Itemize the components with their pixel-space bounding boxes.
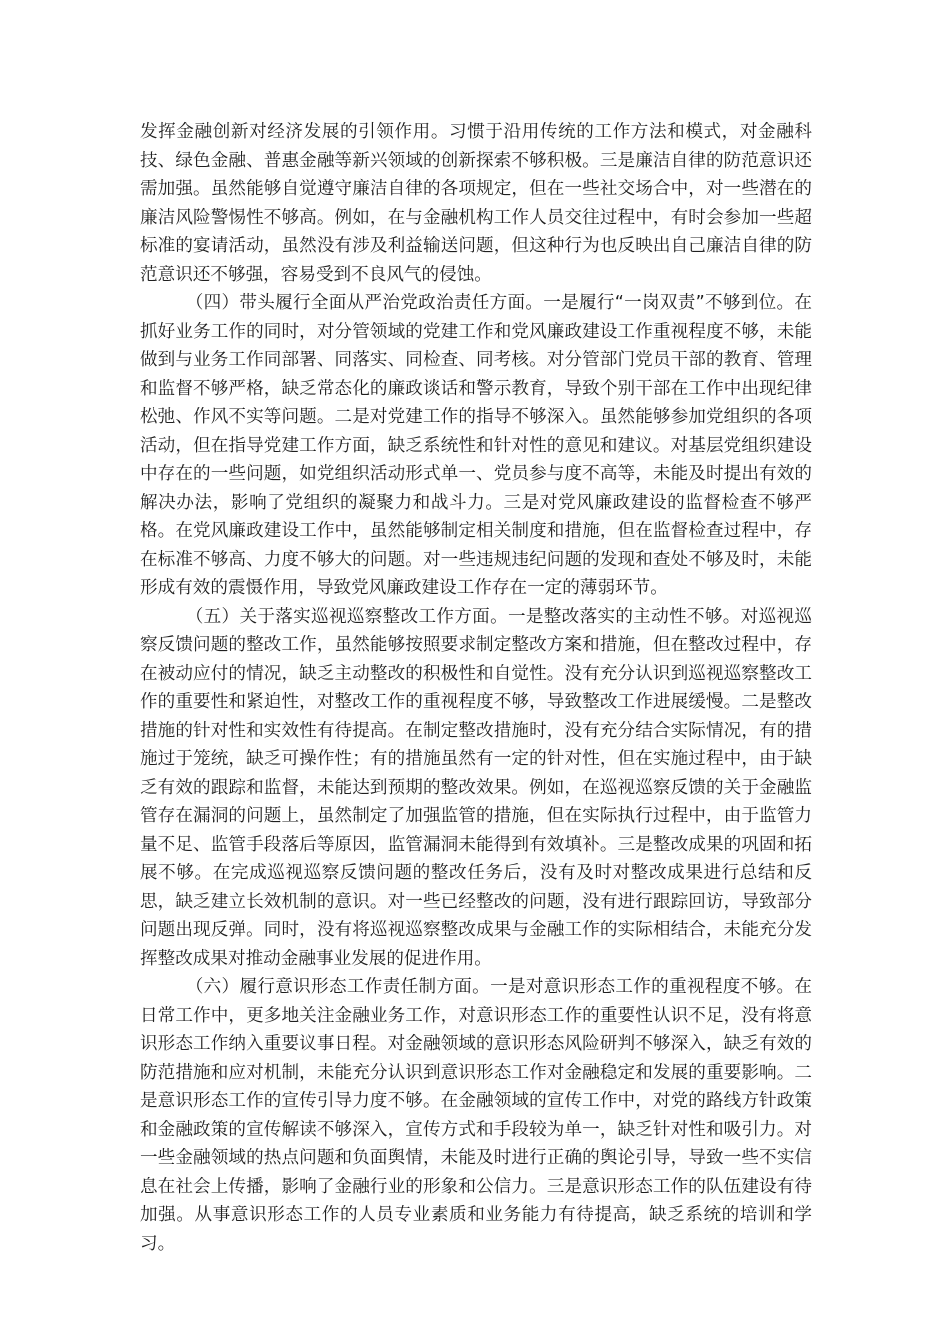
document-page [140, 118, 812, 1258]
paragraph-section-four: （四）带头履行全面从严治党政治责任方面。一是履行“一岗双责”不够到位。在抓好业务工作的同时，对分管领域的党建工作和党风廉政建设工作重视程度不够，未能做到与业务工作同部署、同落实、同检查、同考核。对分管部门党员干部的教育、管理和监督不够严格，缺乏常态化的廉政谈话和警示教育，导致个别干部在工作中出现纪律松弛、作风不实等问题。二是对党建工作的指导不够深入。虽然能够参加党组织的各项活动，但在指导党建工作方面，缺乏系统性和针对性的意见和建议。对基层党组织建设中存在的一些问题，如党组织活动形式单一、党员参与度不高等，未能及时提出有效的解决办法，影响了党组织的凝聚力和战斗力。三是对党风廉政建设的监督检查不够严格。在党风廉政建设工作中，虽然能够制定相关制度和措施，但在监督检查过程中，存在标准不够高、力度不够大的问题。对一些违规违纪问题的发现和查处不够及时，未能形成有效的震慑作用，导致党风廉政建设工作存在一定的薄弱环节。 [140, 293, 812, 598]
paragraph-continuation: 发挥金融创新对经济发展的引领作用。习惯于沿用传统的工作方法和模式，对金融科技、绿色金融、普惠金融等新兴领域的创新探索不够积极。三是廉洁自律的防范意识还需加强。虽然能够自觉遵守廉洁自律的各项规定，但在一些社交场合中，对一些潜在的廉洁风险警惕性不够高。例如，在与金融机构工作人员交往过程中，有时会参加一些超标准的宴请活动，虽然没有涉及利益输送问题，但这种行为也反映出自己廉洁自律的防范意识还不够强，容易受到不良风气的侵蚀。 [140, 122, 812, 285]
paragraph-section-five: （五）关于落实巡视巡察整改工作方面。一是整改落实的主动性不够。对巡视巡察反馈问题的整改工作，虽然能够按照要求制定整改方案和措施，但在整改过程中，存在被动应付的情况，缺乏主动整改的积极性和自觉性。没有充分认识到巡视巡察整改工作的重要性和紧迫性，对整改工作的重视程度不够，导致整改工作进展缓慢。二是整改措施的针对性和实效性有待提高。在制定整改措施时，没有充分结合实际情况，有的措施过于笼统，缺乏可操作性；有的措施虽然有一定的针对性，但在实施过程中，由于缺乏有效的跟踪和监督，未能达到预期的整改效果。例如，在巡视巡察反馈的关于金融监管存在漏洞的问题上，虽然制定了加强监管的措施，但在实际执行过程中，由于监管力量不足、监管手段落后等原因，监管漏洞未能得到有效填补。三是整改成果的巩固和拓展不够。在完成巡视巡察反馈问题的整改任务后，没有及时对整改成果进行总结和反思，缺乏建立长效机制的意识。对一些已经整改的问题，没有进行跟踪回访，导致部分问题出现反弹。同时，没有将巡视巡察整改成果与金融工作的实际相结合，未能充分发挥整改成果对推动金融事业发展的促进作用。 [140, 606, 812, 969]
paragraph-section-six: （六）履行意识形态工作责任制方面。一是对意识形态工作的重视程度不够。在日常工作中，更多地关注金融业务工作，对意识形态工作的重要性认识不足，没有将意识形态工作纳入重要议事日程。对金融领域的意识形态风险研判不够深入，缺乏有效的防范措施和应对机制，未能充分认识到意识形态工作对金融稳定和发展的重要影响。二是意识形态工作的宣传引导力度不够。在金融领域的宣传工作中，对党的路线方针政策和金融政策的宣传解读不够深入，宣传方式和手段较为单一，缺乏针对性和吸引力。对一些金融领域的热点问题和负面舆情，未能及时进行正确的舆论引导，导致一些不实信息在社会上传播，影响了金融行业的形象和公信力。三是意识形态工作的队伍建设有待加强。从事意识形态工作的人员专业素质和业务能力有待提高，缺乏系统的培训和学习。 [140, 977, 812, 1254]
